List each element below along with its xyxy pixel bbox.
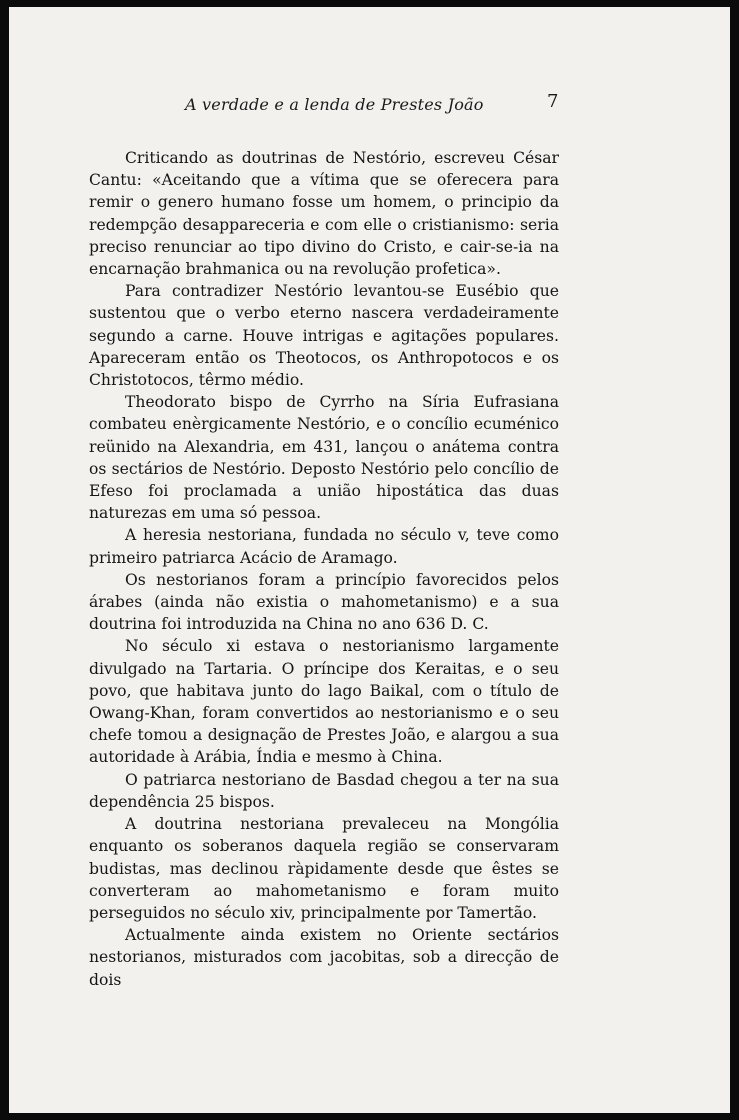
paragraph: Para contradizer Nestório levantou-se Eusébio que sustentou que o verbo eterno nascera verdadeiramente segundo a carne. Houve intrigas e agitações populares. Apareceram então os Theotocos, os Anthropotocos e os Christotocos, têrmo médio. xyxy=(89,282,559,390)
book-page xyxy=(9,7,730,1113)
running-title: A verdade e a lenda de Prestes João xyxy=(185,95,484,114)
paragraph: A doutrina nestoriana prevaleceu na Mongólia enquanto os soberanos daquela região se conservaram budistas, mas declinou ràpidamente desde que êstes se converteram ao mahometanismo e foram muito perseguidos no século xiv, principalmente por Tamertão. xyxy=(89,815,559,922)
paragraph: Actualmente ainda existem no Oriente sectários nestorianos, misturados com jacobitas, sob a direcção de dois xyxy=(89,926,559,989)
paragraph: O patriarca nestoriano de Basdad chegou a ter na sua dependência 25 bispos. xyxy=(89,770,559,811)
page-number: 7 xyxy=(547,91,559,112)
paragraph: Theodorato bispo de Cyrrho na Síria Eufrasiana combateu enèrgicamente Nestório, e o concílio ecuménico reünido na Alexandria, em 431, lançou o anátema contra os sectários de Nestório. Deposto Nestório pelo concílio de Efeso foi proclamada a união hipostática das duas naturezas em uma só pessoa. xyxy=(89,393,559,523)
paragraph: Os nestorianos foram a princípio favorecidos pelos árabes (ainda não existia o mahometanismo) e a sua doutrina foi introduzida na China no ano 636 D. C. xyxy=(89,570,559,634)
paragraph: A heresia nestoriana, fundada no século v, teve como primeiro patriarca Acácio de Aramago. xyxy=(89,526,559,567)
body-text xyxy=(89,147,559,991)
page-header xyxy=(9,91,730,121)
paragraph: No século xi estava o nestorianismo largamente divulgado na Tartaria. O príncipe dos Keraitas, e o seu povo, que habitava junto do lago Baikal, com o título de Owang-Khan, foram convertidos ao nestorianismo e o seu chefe tomou a designação de Prestes João, e alargou a sua autoridade à Arábia, Índia e mesmo à China. xyxy=(89,637,559,767)
paragraph: Criticando as doutrinas de Nestório, escreveu César Cantu: «Aceitando que a vítima que se oferecera para remir o genero humano fosse um homem, o principio da redempção desappareceria e com elle o cristianismo: seria preciso renunciar ao tipo divino do Cristo, e cair-se-ia na encarnação brahmanica ou na revolução profetica». xyxy=(89,149,559,279)
